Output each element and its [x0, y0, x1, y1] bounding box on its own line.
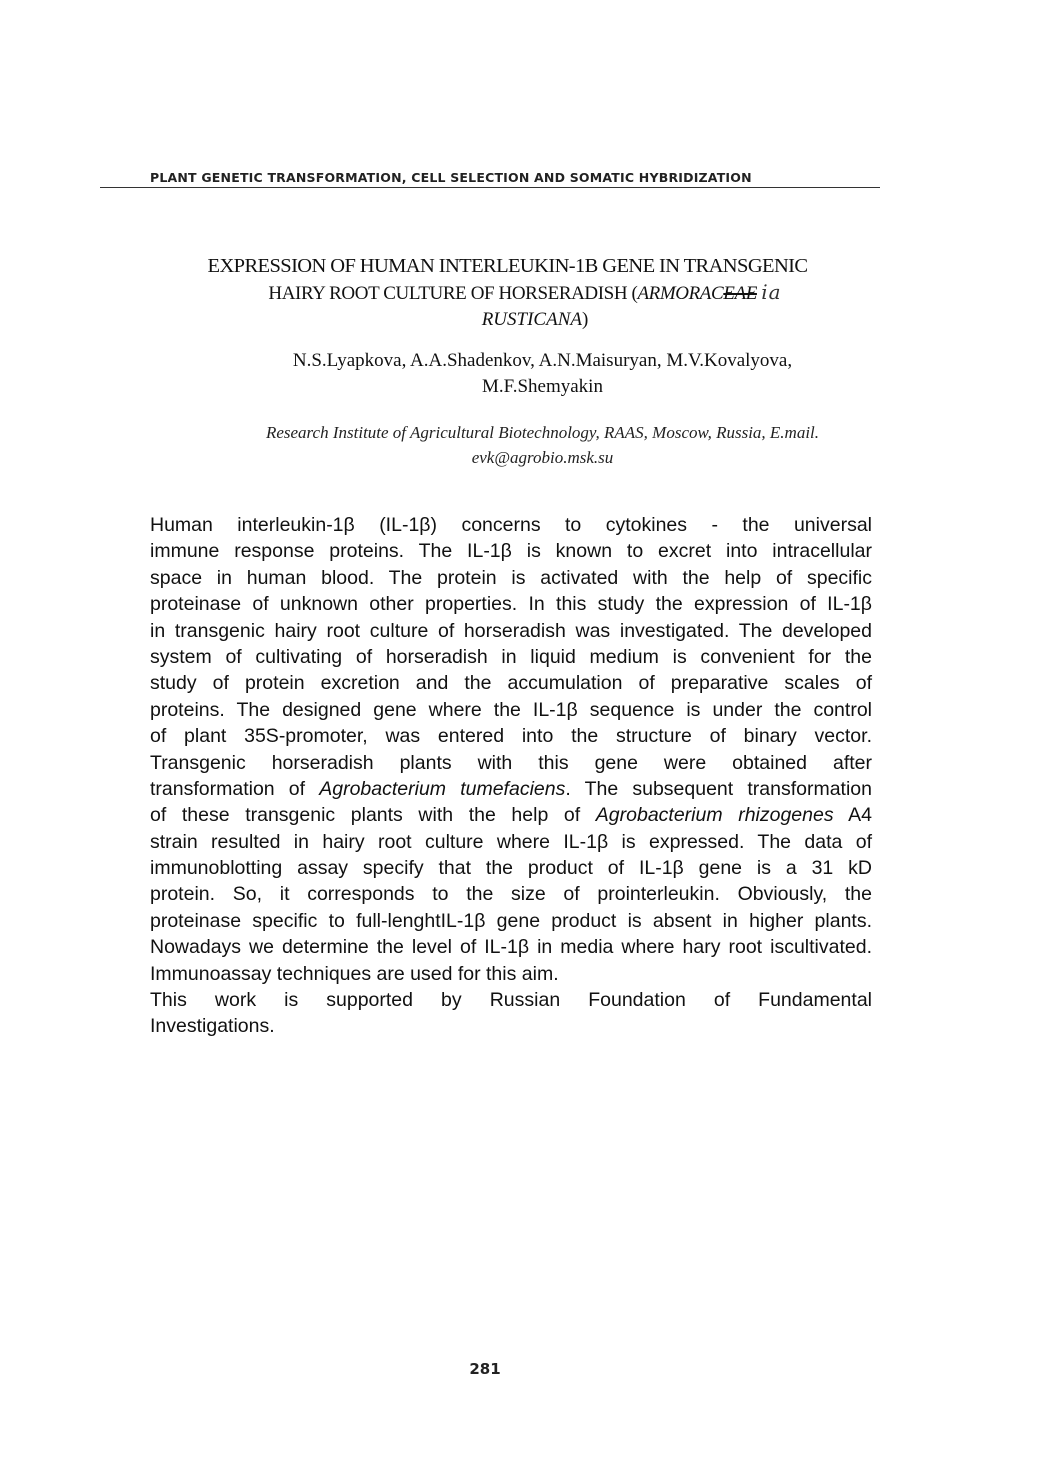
title-struck-text: EAE — [723, 283, 757, 304]
header-rule — [100, 187, 880, 188]
species-name: Agrobacterium rhizogenes — [595, 804, 834, 827]
body-line: proteins. The designed gene where the IL-1β sequence is under the control — [150, 698, 872, 721]
running-head: PLANT GENETIC TRANSFORMATION, CELL SELECTION AND SOMATIC HYBRIDIZATION — [150, 170, 752, 185]
paragraph-2 — [150, 987, 872, 1040]
body-line: immune response proteins. The IL-1β is known to excret into intracellular — [150, 540, 872, 563]
body-line: space in human blood. The protein is activated with the help of specific — [150, 566, 872, 589]
body-line: Immunoassay techniques are used for this aim. — [150, 962, 559, 985]
title-line-1: EXPRESSION OF HUMAN INTERLEUKIN-1B GENE IN TRANSGENIC — [207, 255, 808, 277]
species-name: Agrobacterium tumefaciens — [319, 777, 566, 800]
body-line: study of protein excretion and the accumulation of preparative scales of — [150, 672, 872, 695]
body-line: proteinase of unknown other properties. In this study the expression of IL-1β — [150, 593, 872, 616]
paragraph-1 — [150, 512, 872, 987]
title-line-2 — [100, 279, 945, 307]
body-line: proteinase specific to full-lenghtIL-1β gene product is absent in higher plants. — [150, 909, 872, 932]
abstract-body — [150, 512, 872, 1040]
body-line: Nowadays we determine the level of IL-1β in media where hary root iscultivated. — [150, 936, 872, 959]
body-line: of plant 35S-promoter, was entered into the structure of binary vector. — [150, 725, 872, 748]
body-line: This work is supported by Russian Foundation of Fundamental — [150, 989, 872, 1012]
body-line: protein. So, it corresponds to the size of prointerleukin. Obviously, the — [150, 883, 872, 906]
body-line: Transgenic horseradish plants with this gene were obtained after — [150, 751, 872, 774]
body-line: in transgenic hairy root culture of horseradish was investigated. The developed — [150, 619, 872, 642]
body-line: Human interleukin-1β (IL-1β) concerns to cytokines - the universal — [150, 514, 872, 536]
body-text: of these transgenic plants with the help of — [150, 804, 596, 827]
affiliation — [100, 420, 985, 470]
title-line-3-suffix: ) — [581, 309, 589, 330]
authors — [100, 348, 985, 400]
handwritten-correction: ia — [761, 280, 782, 304]
body-line — [150, 776, 872, 802]
body-text: . The subsequent transformation — [565, 777, 872, 800]
affiliation-line-1: Research Institute of Agricultural Biotechnology, RAAS, Moscow, Russia, E.mail. — [265, 423, 820, 442]
body-line: Investigations. — [150, 1015, 275, 1038]
body-text: A4 — [833, 804, 872, 827]
body-line — [150, 802, 872, 828]
page-number: 281 — [469, 1360, 501, 1378]
authors-line-2: M.F.Shemyakin — [482, 376, 603, 397]
authors-line-1: N.S.Lyapkova, A.A.Shadenkov, A.N.Maisuryan, M.V.Kovalyova, — [292, 350, 793, 371]
body-text: transformation of — [150, 777, 320, 800]
body-line: immunoblotting assay specify that the product of IL-1β gene is a 31 kD — [150, 857, 872, 880]
title-line-3 — [100, 307, 945, 333]
body-line: strain resulted in hairy root culture where IL-1β is expressed. The data of — [150, 830, 872, 853]
body-line: system of cultivating of horseradish in liquid medium is convenient for the — [150, 645, 872, 668]
article-title — [100, 253, 945, 333]
title-line-3-italic: RUSTICANA — [481, 309, 582, 330]
title-line-2-prefix: HAIRY ROOT CULTURE OF HORSERADISH ( — [268, 283, 638, 304]
title-line-2-italic: ARMORAC — [637, 283, 724, 304]
affiliation-email: evk@agrobio.msk.su — [471, 448, 614, 467]
